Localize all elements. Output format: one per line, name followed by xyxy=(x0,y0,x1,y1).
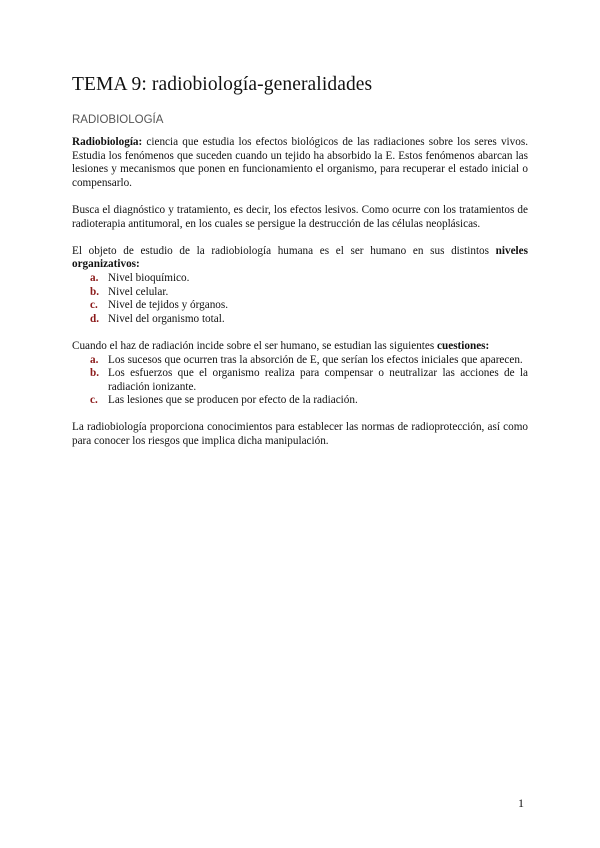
questions-intro xyxy=(72,340,528,354)
list-marker: b. xyxy=(90,367,100,380)
list-marker: d. xyxy=(90,312,100,325)
list-marker: c. xyxy=(90,394,98,407)
questions-term: cuestiones: xyxy=(437,339,490,352)
diagnosis-paragraph: Busca el diagnóstico y tratamiento, es decir, los efectos lesivos. Como ocurre con los tratamientos de radioterapia antitumoral, en los cuales se persigue la destrucción de las células neoplásicas. xyxy=(72,203,528,230)
list-marker: c. xyxy=(90,299,98,312)
list-item-text: Las lesiones que se producen por efecto de la radiación. xyxy=(108,394,358,407)
list-item xyxy=(72,286,528,300)
list-item xyxy=(72,313,528,327)
list-item-text: Nivel del organismo total. xyxy=(108,312,225,325)
list-item-text: Nivel celular. xyxy=(108,285,169,298)
list-item-text: Nivel de tejidos y órganos. xyxy=(108,299,229,312)
questions-list xyxy=(72,354,528,408)
definition-text: ciencia que estudia los efectos biológicos de las radiaciones sobre los seres vivos. Estudia los fenómenos que suceden cuando un tejido ha absorbido la E. Estos fenómenos abarcan las lesiones y mecanismos que ponen en funcionamiento el organismo, para recuperar el estado inicial o compensarlo. xyxy=(72,136,528,189)
list-item xyxy=(72,367,528,394)
section-heading: RADIOBIOLOGÍA xyxy=(72,114,164,126)
list-marker: a. xyxy=(90,353,99,366)
list-item xyxy=(72,394,528,408)
levels-intro xyxy=(72,245,528,272)
list-marker: b. xyxy=(90,285,100,298)
list-item xyxy=(72,354,528,368)
definition-term: Radiobiología: xyxy=(72,136,143,148)
list-item xyxy=(72,299,528,313)
list-item xyxy=(72,272,528,286)
list-marker: a. xyxy=(90,271,99,284)
levels-term: niveles organizativos: xyxy=(72,244,528,271)
levels-list xyxy=(72,272,528,326)
definition-paragraph xyxy=(72,136,528,190)
list-item-text: Los esfuerzos que el organismo realiza para compensar o neutralizar las acciones de la radiación ionizante. xyxy=(108,367,528,393)
questions-intro-text: Cuando el haz de radiación incide sobre el ser humano, se estudian las siguientes xyxy=(72,339,438,352)
final-paragraph: La radiobiología proporciona conocimientos para establecer las normas de radioprotección, así como para conocer los riesgos que implica dicha manipulación. xyxy=(72,421,528,448)
document-body xyxy=(72,136,528,462)
list-item-text: Los sucesos que ocurren tras la absorción de E, que serían los efectos iniciales que aparecen. xyxy=(108,353,523,366)
page-title: TEMA 9: radiobiología-generalidades xyxy=(72,74,373,95)
levels-intro-text: El objeto de estudio de la radiobiología humana es el ser humano en sus distintos xyxy=(72,244,496,257)
list-item-text: Nivel bioquímico. xyxy=(108,271,190,284)
page-number: 1 xyxy=(518,796,524,810)
